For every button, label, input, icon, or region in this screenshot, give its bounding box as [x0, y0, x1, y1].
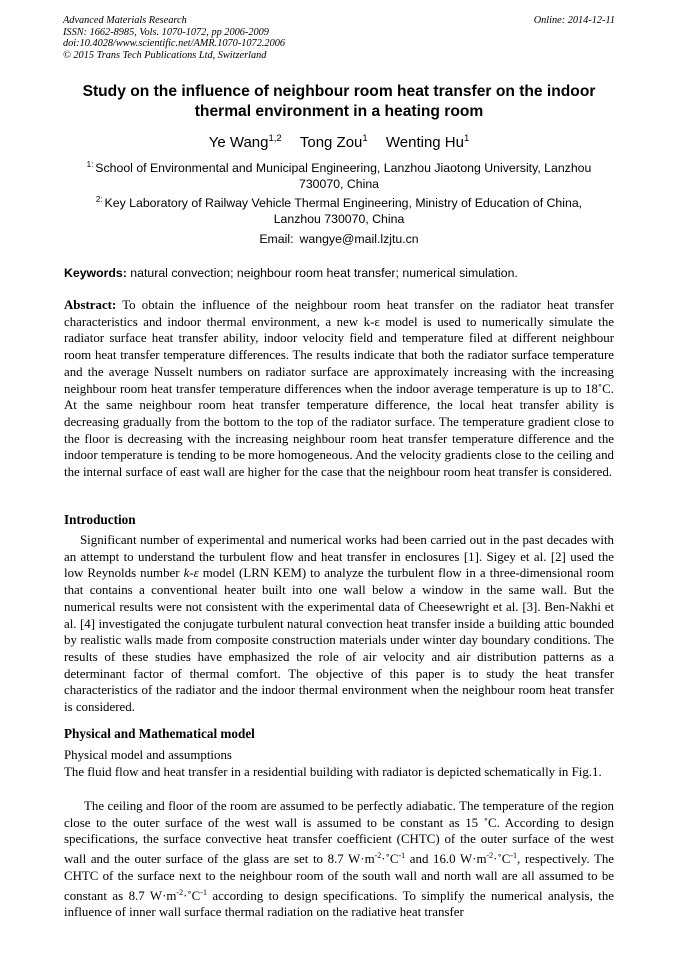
copyright-line: © 2015 Trans Tech Publications Ltd, Switzerland [63, 49, 267, 61]
section-heading-physical-model: Physical and Mathematical model [64, 726, 255, 741]
introduction-paragraph: Significant number of experimental and numerical works had been carried out in the past decades with an attempt to understand the turbulent flow and heat transfer in enclosures [1]. Sigey et al. [2] used the low Reynolds number k-ε model (LRN KEM) to analyze the turbulent flow in a three-dimensional room that contains a conventional heater built into one wall below a window in the same wall. But the numerical results were not consistent with the experimental data of Cheesewright et al. [3]. Ben-Nakhi et al. [4] investigated the conjugate turbulent natural convection heat transfer inside a building attic bounded by realistic walls made from composite construction materials under winter day boundary conditions. The results of these studies have emphasized the role of air velocity and air distribution patterns as a determinant factor of thermal comfort. The objective of this paper is to study the heat transfer characteristics of the radiator and the indoor thermal environment when the neighbour room heat transfer is considered. [64, 533, 614, 715]
physical-paragraph-2: The ceiling and floor of the room are assumed to be perfectly adiabatic. The temperature of the region close to the outer surface of the west wall is assumed to be constant as 15 ˚C. According to design specifications, the surface convective heat transfer coefficient (CHTC) of the outer surface of the west wall and the outer surface of the glass are set to 8.7 $W\cdot m^{-2}\cdot˚C^{-1}$ and 16.0 $W\cdot m^{-2}\cdot˚C^{-1}$, respectively. The CHTC of the surface next to the neighbour room of the south wall and north wall are all assumed to be constant as 8.7 $W\cdot m^{-2}\cdot˚C^{-1}$ according to design specifications. To simplify the numerical analysis, the influence of inner wall surface thermal radiation on the radiative heat transfer [64, 799, 614, 920]
issn-line: ISSN: 1662-8985, Vols. 1070-1072, pp 2006-2009 [63, 26, 269, 38]
abstract-label: Abstract: [64, 298, 117, 312]
page-header [63, 15, 615, 61]
online-date: Online: 2014-12-11 [533, 15, 615, 26]
keywords-label: Keywords: [64, 266, 127, 280]
author-list [64, 130, 614, 152]
doi-line: doi:10.4028/www.scientific.net/AMR.1070-1072.2006 [63, 38, 286, 50]
author: Ye Wang$^{1,2}$ [208, 133, 282, 151]
email-address[interactable]: wangye@mail.lzjtu.cn [299, 232, 419, 246]
affiliation-2: $^{2:}$ Key Laboratory of Railway Vehicle Thermal Engineering, Ministry of Education of China, Lanzhou 730070, China [95, 195, 583, 226]
physical-paragraph-1: The fluid flow and heat transfer in a residential building with radiator is depicted schematically in Fig.1. [64, 765, 602, 779]
journal-name: Advanced Materials Research [63, 15, 187, 26]
email-line [64, 231, 614, 247]
subsection-heading: Physical model and assumptions [64, 748, 232, 762]
section-heading-introduction: Introduction [64, 512, 136, 527]
email-label: Email: [259, 232, 294, 246]
author: Tong Zou$^1$ [299, 133, 368, 151]
paper-title: Study on the influence of neighbour room heat transfer on the indoor thermal environment in a heating room [82, 83, 596, 120]
keywords: Keywords: natural convection; neighbour room heat transfer; numerical simulation. [64, 266, 518, 280]
abstract [64, 297, 614, 481]
author: Wenting Hu$^1$ [385, 133, 470, 151]
affiliation-1: $^{1:}$ School of Environmental and Municipal Engineering, Lanzhou Jiaotong University, Lanzhou 730070, China [86, 160, 592, 191]
abstract-text: To obtain the influence of the neighbour room heat transfer on the radiator heat transfer characteristics and indoor thermal environment, a new k-ε model is used to numerically simulate the radiator surface heat transfer ability, indoor velocity field and temperature filed at different neighbour room heat transfer temperature differences. The results indicate that both the radiator surface temperature and the average Nusselt numbers on radiator surface are approximately increasing with the increasing neighbour room heat transfer temperature differences when the indoor average temperature is up to 18˚C. At the same neighbour room heat transfer temperature difference, the local heat transfer ability is decreasing gradually from the bottom to the top of the radiator surface. The temperature gradient close to the floor is decreasing with the increasing neighbour room heat transfer temperature difference and the indoor temperature is tending to be more homogeneous. And the velocity gradients close to the ceiling and the internal surface of east wall are higher for the case that the neighbour room heat transfer is considered. [64, 298, 614, 480]
